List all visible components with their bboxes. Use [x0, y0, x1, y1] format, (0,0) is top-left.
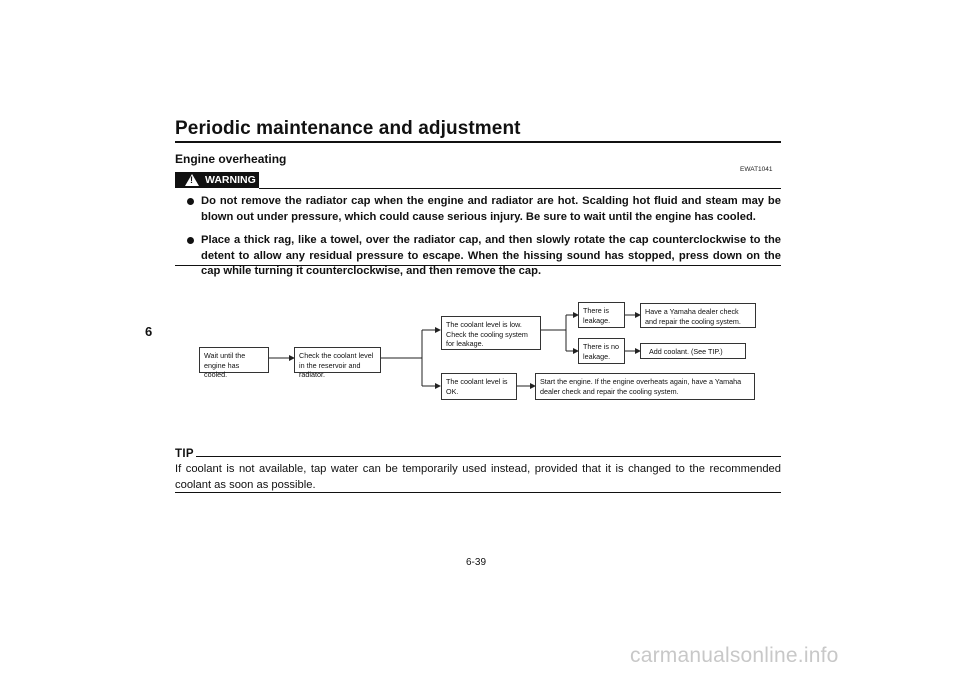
flowchart-box-leak: There is leakage. — [578, 302, 625, 328]
flowchart-box-ok: The coolant level is OK. — [441, 373, 517, 400]
chapter-tab: 6 — [145, 324, 153, 339]
flowchart-box-dealer: Have a Yamaha dealer check and repair the cooling system. — [640, 303, 756, 328]
tip-label: TIP — [175, 448, 194, 460]
warning-bullet-text: Do not remove the radiator cap when the engine and radiator are hot. Scalding hot fluid and steam may be blown out under pressure, which could cause serious injury. Be sure to wait until the engine has cooled. — [201, 195, 781, 223]
warning-triangle-icon: ! — [185, 174, 199, 186]
tip-text: If coolant is not available, tap water can be temporarily used instead, provided that it is changed to the recommended coolant as soon as possible. — [175, 463, 781, 491]
flowchart-box-add: Add coolant. (See TIP.) — [640, 343, 746, 359]
page-header-title: Periodic maintenance and adjustment — [175, 118, 521, 139]
warning-code: EWAT1041 — [740, 166, 773, 173]
tip-bottom-rule — [175, 492, 781, 493]
watermark: carmanualsonline.info — [630, 644, 839, 667]
warning-bullet-text: Place a thick rag, like a towel, over the radiator cap, and then slowly rotate the cap counterclockwise to the detent to allow any residual pressure to escape. When the hissing sound has stopped, press down on the cap while turning it counterclockwise, and then remove the cap. — [201, 234, 781, 277]
section-title: Engine overheating — [175, 152, 287, 166]
flowchart-box-low: The coolant level is low. Check the cooling system for leakage. — [441, 316, 541, 350]
page-number: 6-39 — [466, 557, 487, 568]
flowchart-box-check: Check the coolant level in the reservoir and radiator. — [294, 347, 381, 373]
flowchart-box-wait: Wait until the engine has cooled. — [199, 347, 269, 373]
tip-top-rule — [196, 456, 781, 457]
flowchart-box-start: Start the engine. If the engine overheats again, have a Yamaha dealer check and repair the cooling system. — [535, 373, 755, 400]
flowchart-box-noleak: There is no leakage. — [578, 338, 625, 364]
warning-label: WARNING — [205, 174, 256, 186]
